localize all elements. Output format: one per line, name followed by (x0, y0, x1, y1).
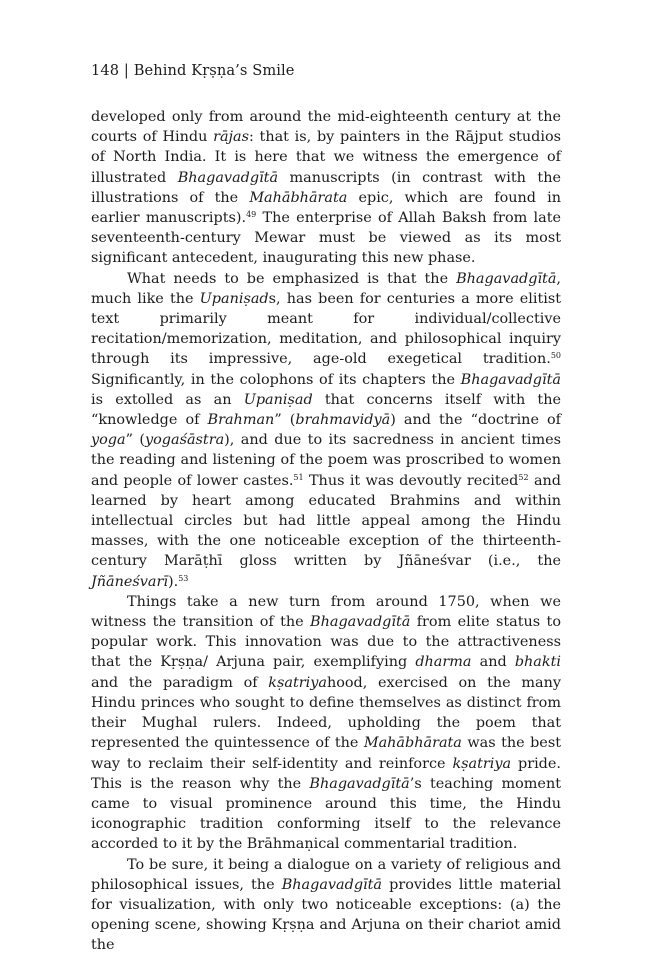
italic-term: Mahābhārata (249, 189, 348, 206)
text-run: , much like the (91, 270, 561, 307)
text-run: and learned by heart among educated Brahmins and within intellectual circles but had little appeal among the Hindu masses, with the one noticeable exception of the thirteenth-century Marāṭhī gloss written by Jñāneśvar (i.e., the (91, 472, 561, 570)
italic-term: Brahman (207, 412, 275, 429)
running-head-separator: | (123, 62, 129, 79)
text-run: What needs to be emphasized is that the (127, 270, 457, 287)
italic-term: Bhagavadgītā (309, 775, 410, 792)
running-head-title: Behind Kṛṣṇa’s Smile (133, 62, 295, 79)
text-run: manuscripts (in contrast with the illustrations of the (91, 169, 561, 206)
text-run: : that is, by painters in the Rājput studios of North India. It is here that we witness the emergence of illustrated (91, 129, 561, 186)
text-run: ) and the “doctrine of (390, 412, 562, 429)
italic-term: Bhagavadgītā (456, 270, 557, 287)
italic-term: Upaniṣad (199, 290, 269, 307)
text-run: and (471, 654, 515, 671)
footnote-ref: 50 (550, 351, 561, 361)
italic-term: Bhagavadgītā (177, 169, 279, 186)
italic-term: kṣatriya (268, 674, 327, 691)
text-run: hood, exercised on the many Hindu princes who sought to define themselves as distinct from their Mughal rulers. Indeed, upholding the poem that represented the quintessence of the (91, 674, 561, 752)
paragraph-3 (91, 592, 561, 855)
text-run: is extolled as an (91, 391, 244, 408)
italic-term: yogaśāstra (144, 432, 225, 449)
text-run: provides little material for visualization, with only two noticeable exceptions: (a) the opening scene, showing Kṛṣṇa and Arjuna on their chariot amid the (91, 876, 561, 954)
text-run: ” ( (125, 432, 145, 449)
italic-term: rājas (213, 129, 249, 146)
text-run: developed only from around the mid-eighteenth century at the courts of Hindu (91, 109, 561, 146)
italic-term: brahmavidyā (295, 412, 391, 429)
italic-term: Upaniṣad (243, 391, 313, 408)
text-run: To be sure, it being a dialogue on a variety of religious and philosophical issues, the (91, 856, 561, 893)
paragraph-2 (91, 269, 561, 592)
footnote-ref: 52 (518, 472, 529, 482)
body-text (91, 107, 561, 956)
text-run: ), and due to its sacredness in ancient times the reading and listening of the poem was proscribed to women and people of lower castes. (91, 432, 562, 489)
italic-term: kṣatriya (452, 755, 512, 772)
footnote-ref: 49 (246, 210, 257, 220)
italic-term: Bhagavadgītā (460, 371, 561, 388)
paragraph-4 (91, 855, 561, 956)
italic-term: Mahābhārata (363, 735, 462, 752)
text-run: was the best way to reclaim their self-identity and reinforce (91, 735, 561, 772)
text-run: and the paradigm of (91, 674, 269, 691)
text-run: pride. This is the reason why the (91, 755, 561, 792)
italic-term: Jñāneśvarī (91, 573, 168, 590)
text-run: ’s teaching moment came to visual prominence around this time, the Hindu iconographic tradition conforming itself to the relevance accorded to it by the Brāhmaṇical commentarial tradition. (91, 775, 561, 853)
text-run: The enterprise of Allah Baksh from late seventeenth-century Mewar must be viewed as its most significant antecedent, inaugurating this new phase. (91, 210, 561, 267)
text-run: epic, which are found in earlier manuscripts). (91, 189, 562, 227)
text-run: from elite status to popular work. This innovation was due to the attractiveness that the Kṛṣṇa/ Arjuna pair, exemplifying (91, 614, 561, 671)
text-run: Things take a new turn from around 1750, when we witness the transition of the (91, 593, 561, 631)
italic-term: yoga (91, 432, 126, 449)
text-run: ). (167, 573, 179, 590)
italic-term: bhakti (514, 654, 561, 671)
text-run: that concerns itself with the “knowledge of (91, 391, 561, 429)
italic-term: dharma (415, 654, 472, 671)
text-run: s, has been for centuries a more elitist text primarily meant for individual/collective recitation/memorization, meditation, and philosophical inquiry through its impressive, age-old exegetical tradition. (91, 290, 561, 368)
footnote-ref: 51 (293, 472, 304, 482)
italic-term: Bhagavadgītā (310, 614, 411, 631)
text-run: ” ( (274, 412, 296, 429)
italic-term: Bhagavadgītā (281, 876, 383, 893)
text-run: Significantly, in the colophons of its chapters the (91, 371, 461, 388)
running-head (91, 62, 295, 79)
paragraph-1 (91, 107, 561, 269)
text-run: Thus it was devoutly recited (303, 472, 519, 489)
footnote-ref: 53 (178, 573, 189, 583)
page-number: 148 (91, 62, 120, 79)
